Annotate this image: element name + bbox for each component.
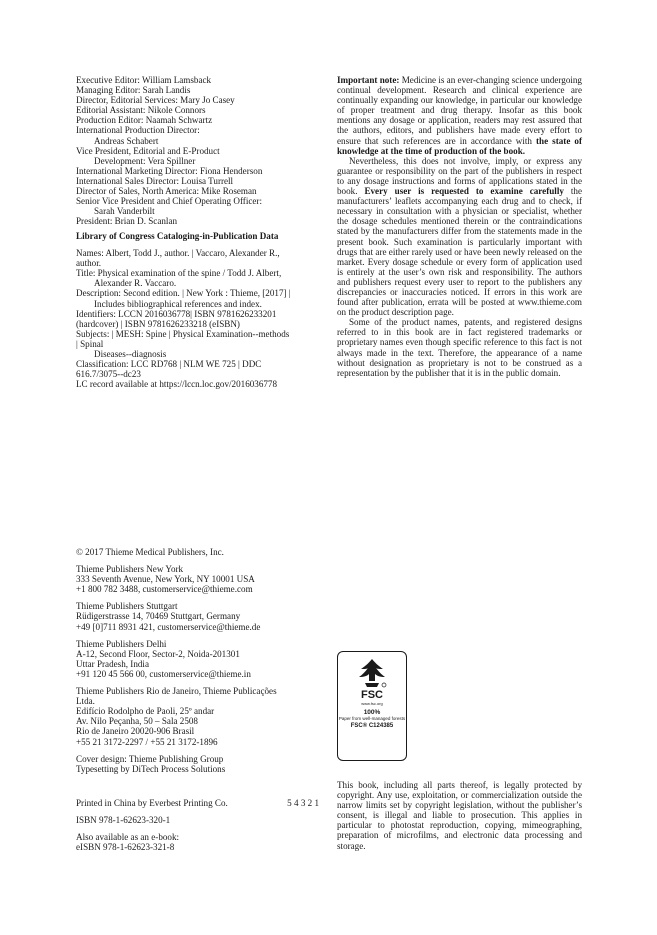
publisher-info xyxy=(76,547,326,781)
ebook-label: Also available as an e-book: xyxy=(76,832,180,843)
office-address xyxy=(76,639,326,679)
office-address-line: Uttar Pradesh, India xyxy=(76,658,149,669)
fsc-code: FSC® C124385 xyxy=(350,723,394,729)
credit-line: Director, Editorial Services: Mary Jo Casey xyxy=(76,95,235,106)
office-address-line: Thieme Publishers New York xyxy=(76,564,184,575)
cip-line: Title: Physical examination of the spine / Todd J. Albert, xyxy=(76,268,282,279)
office-address-line: A-12, Second Floor, Sector-2, Noida-201301 xyxy=(76,648,240,659)
eisbn: eISBN 978-1-62623-321-8 xyxy=(76,842,175,853)
credits-block xyxy=(76,75,326,226)
office-address xyxy=(76,564,326,594)
fsc-label xyxy=(337,651,407,761)
cip-heading: Library of Congress Cataloging-in-Publication Data xyxy=(76,231,279,241)
cip-line: Diseases--diagnosis xyxy=(94,349,167,360)
office-address-line: Thieme Publishers Rio de Janeiro, Thieme Publicações xyxy=(76,686,277,697)
credit-line: Director of Sales, North America: Mike Roseman xyxy=(76,186,257,197)
note-p2-rest: the manufacturers’ leaflets accompanying each drug and to check, if necessary in consultation with a physician or specialist, whether the dosage schedules mentioned therein or the contraindications stated by the manufacturers differ from the statements made in the present book. Such examination is particularly important with drugs that are either rarely used or have been newly released on the market. Every dosage schedule or every form of application used is entirely at the user’s own risk and responsibility. The authors and publishers request every user to report to the publishers any discrepancies or inaccuracies noticed. If errors in this work are found after publication, errata will be posted at www.thieme.com on the product description page. xyxy=(337,186,582,318)
important-note xyxy=(337,75,582,378)
note-p1-text: Medicine is an ever-changing science undergoing continual development. Research and clinical experience are continually expanding our knowledge, in particular our knowledge of proper treatment and drug therapy. Insofar as this book mentions any dosage or application, readers may rest assured that the authors, editors, and publishers have made every effort to ensure that such references are in accordance with xyxy=(337,75,582,146)
credit-line: Executive Editor: William Lamsback xyxy=(76,75,212,85)
typesetting: Typesetting by DiTech Process Solutions xyxy=(76,763,226,774)
cip-line: 616.7/3075--dc23 xyxy=(76,369,141,380)
office-address-line: +1 800 782 3488, customerservice@thieme.com xyxy=(76,584,253,595)
cip-line: author. xyxy=(76,258,102,269)
credit-line: International Marketing Director: Fiona Henderson xyxy=(76,165,263,176)
offices xyxy=(76,564,326,747)
note-paragraph-2 xyxy=(337,156,582,318)
cip-line: (hardcover) | ISBN 9781626233218 (eISBN) xyxy=(76,318,240,329)
office-address-line: Thieme Publishers Delhi xyxy=(76,638,167,649)
fsc-percent: 100% xyxy=(363,709,381,716)
impression-numbers: 5 4 3 2 1 xyxy=(287,798,319,808)
printing-info xyxy=(76,798,326,852)
printed-text: Printed in China by Everbest Printing Co. xyxy=(76,798,228,808)
fsc-tree-icon xyxy=(355,657,389,689)
credit-line: Managing Editor: Sarah Landis xyxy=(76,85,191,96)
cip-block xyxy=(76,231,326,389)
cip-line: Identifiers: LCCN 2016036778| ISBN 9781626233201 xyxy=(76,308,277,319)
copyright-line: © 2017 Thieme Medical Publishers, Inc. xyxy=(76,547,224,557)
credit-line: Development: Vera Spillner xyxy=(94,155,196,166)
cip-line: | Spinal xyxy=(76,338,104,349)
note-paragraph-1 xyxy=(337,75,582,156)
legal-notice: This book, including all parts thereof, is legally protected by copyright. Any use, exploitation, or commercialization outside the narrow limits set by copyright legislation, without the publisher’s consent, is illegal and liable to prosecution. This applies in particular to photostat reproduction, copying, mimeographing, preparation of microfilms, and electronic data processing and storage. xyxy=(337,780,582,851)
credit-line: President: Brian D. Scanlan xyxy=(76,216,178,227)
credit-line: Vice President, Editorial and E-Product xyxy=(76,145,220,156)
isbn: ISBN 978-1-62623-320-1 xyxy=(76,815,171,826)
office-address-line: 333 Seventh Avenue, New York, NY 10001 USA xyxy=(76,574,255,585)
credit-line: International Sales Director: Louisa Turrell xyxy=(76,175,234,186)
office-address-line: +55 21 3172-2297 / +55 21 3172-1896 xyxy=(76,736,218,747)
office-address-line: +49 [0]711 8931 421, customerservice@thieme.de xyxy=(76,621,261,632)
cip-line: Alexander R. Vaccaro. xyxy=(94,278,177,289)
printed-line xyxy=(76,798,319,808)
cover-design: Cover design: Thieme Publishing Group xyxy=(76,753,224,764)
note-p2-bold: Every user is requested to examine carefully xyxy=(364,186,564,197)
cip-line: Subjects: | MESH: Spine | Physical Examination--methods xyxy=(76,328,290,339)
credit-line: Senior Vice President and Chief Operating Officer: xyxy=(76,196,262,207)
office-address-line: Ltda. xyxy=(76,696,95,707)
cip-line: LC record available at https://lccn.loc.gov/2016036778 xyxy=(76,379,278,390)
fsc-url: www.fsc.org xyxy=(361,701,383,706)
credit-line: Production Editor: Naamah Schwartz xyxy=(76,115,213,126)
note-paragraph-3: Some of the product names, patents, and registered designs referred to in this book are in fact registered trademarks or proprietary names even though specific reference to this fact is not always made in the text. Therefore, the appearance of a name without designation as proprietary is not to be construed as a representation by the publisher that it is in the public domain. xyxy=(337,317,582,378)
cip-line: Names: Albert, Todd J., author. | Vaccaro, Alexander R., xyxy=(76,248,280,259)
credit-line: International Production Director: xyxy=(76,125,200,136)
office-address-line: Rio de Janeiro 20020-906 Brasil xyxy=(76,726,195,737)
note-label: Important note: xyxy=(337,75,400,85)
office-address-line: Av. Nilo Peçanha, 50 – Sala 2508 xyxy=(76,716,198,727)
note-p2-start: Nevertheless, this does not involve, imply, or express any guarantee or responsibility on the part of the publishers in respect to any dosage instructions and forms of applications stated in the book. xyxy=(337,155,582,197)
office-address-line: +91 120 45 566 00, customerservice@thieme.in xyxy=(76,668,251,679)
office-address-line: Rüdigerstrasse 14, 70469 Stuttgart, Germany xyxy=(76,611,241,622)
credit-line: Sarah Vanderbilt xyxy=(94,206,155,217)
office-address xyxy=(76,686,326,747)
fsc-logo-text: FSC xyxy=(361,689,383,701)
office-address-line: Edifício Rodolpho de Paoli, 25º andar xyxy=(76,706,215,717)
cip-line: Includes bibliographical references and index. xyxy=(94,298,262,309)
office-address-line: Thieme Publishers Stuttgart xyxy=(76,601,178,612)
cip-lines xyxy=(76,248,326,389)
cip-line: Classification: LCC RD768 | NLM WE 725 | DDC xyxy=(76,359,262,370)
credit-line: Andreas Schabert xyxy=(94,135,159,146)
production-credits xyxy=(76,754,326,774)
fsc-source: Paper from well-managed forests xyxy=(338,716,406,721)
note-p1-bold: the state of knowledge at the time of production of the book. xyxy=(337,135,582,156)
credit-line: Editorial Assistant: Nikole Connors xyxy=(76,105,206,116)
cip-line: Description: Second edition. | New York : Thieme, [2017] | xyxy=(76,288,291,299)
office-address xyxy=(76,601,326,631)
